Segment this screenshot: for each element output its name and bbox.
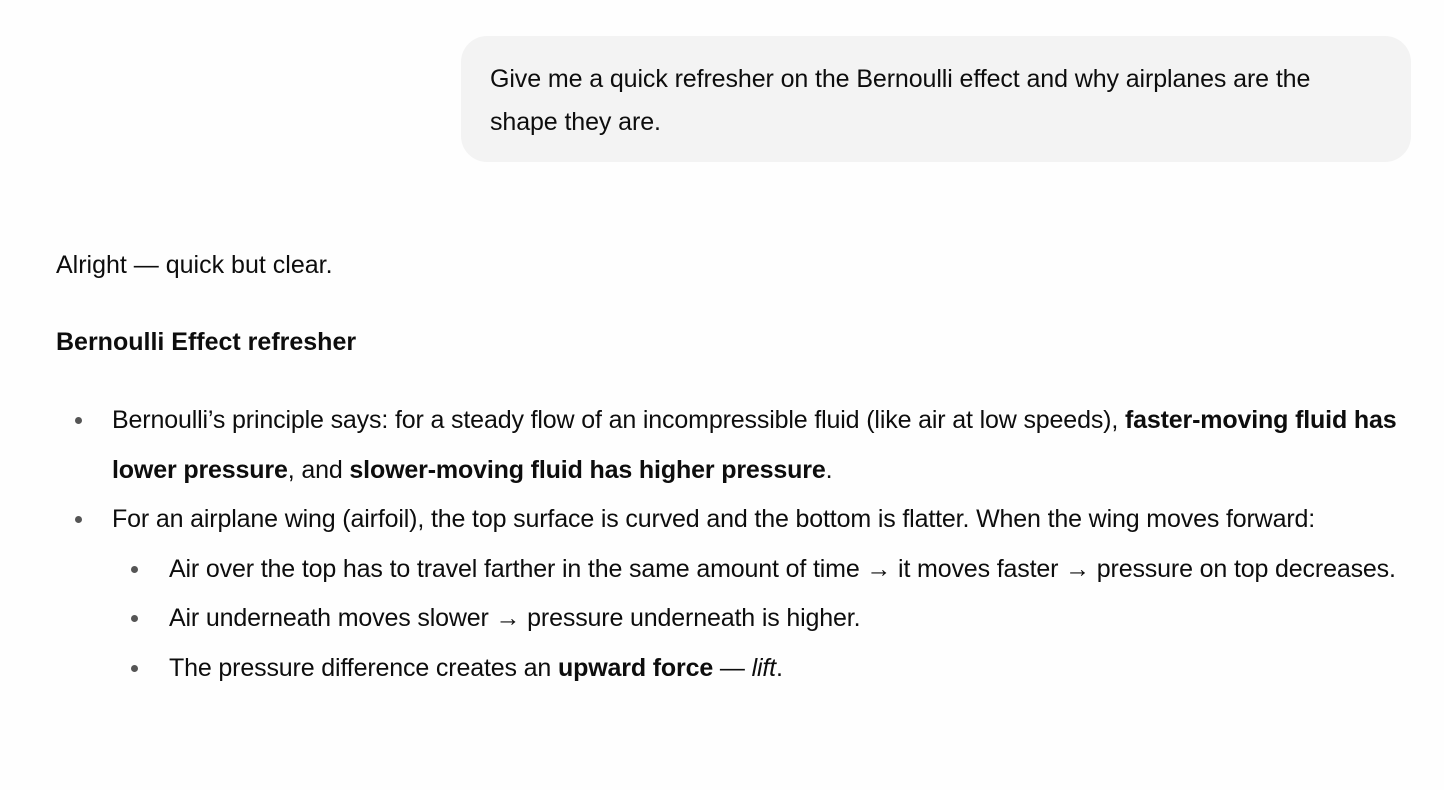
bullet-text: The pressure difference creates an xyxy=(169,653,558,682)
list-item xyxy=(112,594,1416,644)
sub-bullet-list xyxy=(112,545,1416,694)
bullet-list xyxy=(56,396,1416,693)
bullet-dot xyxy=(131,615,138,622)
list-item xyxy=(56,495,1416,693)
assistant-intro: Alright — quick but clear. xyxy=(56,251,333,279)
bold-text: slower-moving fluid has higher pressure xyxy=(349,455,826,484)
bullet-dot xyxy=(131,566,138,573)
bullet-dot xyxy=(131,665,138,672)
user-message-bubble xyxy=(461,36,1411,162)
list-item xyxy=(112,644,1416,694)
bullet-text: Air underneath moves slower → pressure underneath is higher. xyxy=(169,604,861,632)
bullet-text: . xyxy=(775,653,783,682)
bold-text: faster-moving fluid has lower pressure xyxy=(112,406,1397,484)
bullet-text: For an airplane wing (airfoil), the top surface is curved and the bottom is flatter. When the wing moves forward: xyxy=(112,505,1316,533)
bullet-text: Air over the top has to travel farther in the same amount of time → it moves faster → pressure on top decreases. xyxy=(169,554,1396,583)
bold-text: upward force xyxy=(557,653,714,682)
list-item xyxy=(112,545,1416,595)
bullet-text: . xyxy=(825,455,833,484)
bullet-text: , and xyxy=(287,455,350,484)
italic-text: lift xyxy=(751,653,776,682)
section-heading: Bernoulli Effect refresher xyxy=(56,328,357,356)
list-item xyxy=(56,396,1416,495)
bullet-text: Bernoulli’s principle says: for a steady flow of an incompressible fluid (like air at low speeds), xyxy=(112,406,1125,434)
bullet-dot xyxy=(75,516,82,523)
bullet-text: — xyxy=(713,653,752,682)
user-message-text: Give me a quick refresher on the Bernoulli effect and why airplanes are the shape they are. xyxy=(490,65,1311,136)
bullet-dot xyxy=(75,417,82,424)
